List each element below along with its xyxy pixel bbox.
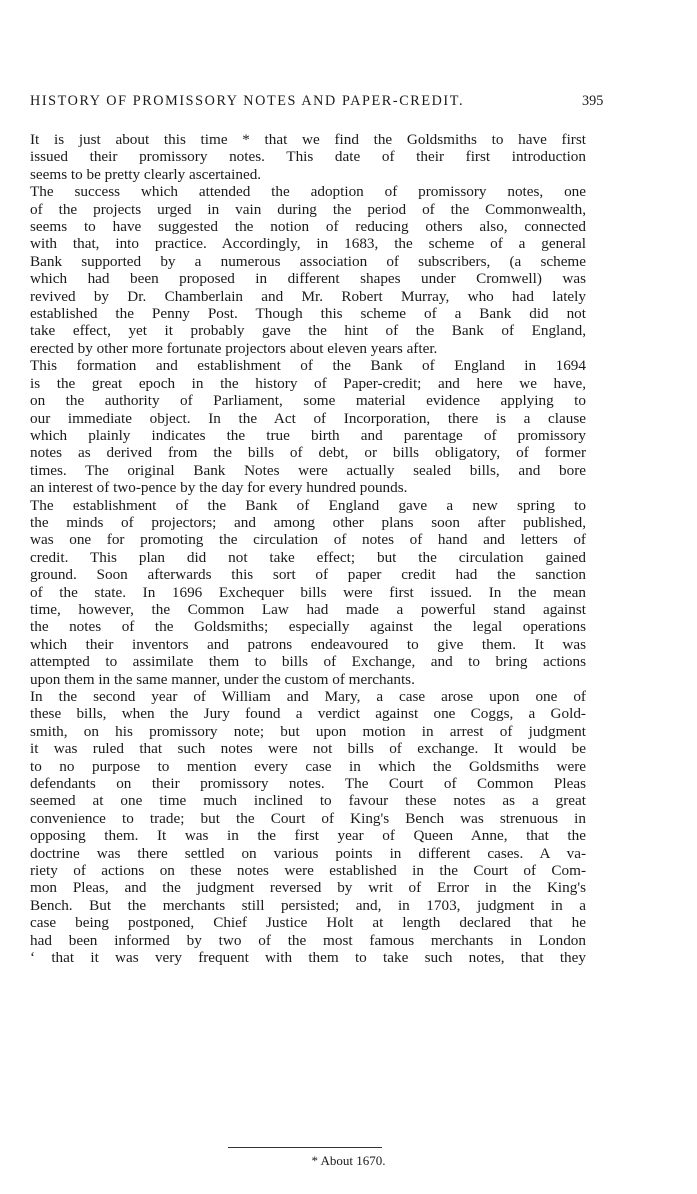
text-line: was one for promoting the circulation of notes of hand and letters of <box>30 531 586 549</box>
text-line: to no purpose to mention every case in which the Goldsmiths were <box>30 757 586 775</box>
text-line: with that, into practice. Accordingly, in 1683, the scheme of a general <box>30 235 586 253</box>
running-header <box>30 93 604 110</box>
text-line: attempted to assimilate them to bills of Exchange, and to bring actions <box>30 653 586 671</box>
text-line: had been informed by two of the most famous merchants in London <box>30 931 586 949</box>
text-line: opposing them. It was in the first year of Queen Anne, that the <box>30 827 586 845</box>
text-line: defendants on their promissory notes. The Court of Common Pleas <box>30 775 586 793</box>
text-line: of the state. In 1696 Exchequer bills were first issued. In the mean <box>30 583 586 601</box>
text-line: these bills, when the Jury found a verdict against one Coggs, a Gold- <box>30 705 586 723</box>
text-line: Bank supported by a numerous association of subscribers, (a scheme <box>30 252 586 270</box>
text-line: mon Pleas, and the judgment reversed by writ of Error in the King's <box>30 879 586 897</box>
text-line: doctrine was there settled on various points in different cases. A va- <box>30 844 586 862</box>
text-line: which plainly indicates the true birth and parentage of promissory <box>30 426 586 444</box>
text-line: times. The original Bank Notes were actually sealed bills, and bore <box>30 461 586 479</box>
text-line: our immediate object. In the Act of Incorporation, there is a clause <box>30 409 586 427</box>
text-line: established the Penny Post. Though this scheme of a Bank did not <box>30 305 586 323</box>
text-line: the minds of projectors; and among other plans soon after published, <box>30 513 586 531</box>
text-line: seemed at one time much inclined to favour these notes as a great <box>30 792 586 810</box>
page-number: 395 <box>582 93 604 109</box>
text-line: The success which attended the adoption of promissory notes, one <box>30 183 586 201</box>
text-line: erected by other more fortunate projectors about eleven years after. <box>30 339 438 357</box>
text-line: It is just about this time * that we find the Goldsmiths to have first <box>30 131 586 148</box>
text-line: convenience to trade; but the Court of King's Bench was strenuous in <box>30 809 586 827</box>
text-line: This formation and establishment of the Bank of England in 1694 <box>30 357 586 375</box>
text-line: take effect, yet it probably gave the hint of the Bank of England, <box>30 322 586 340</box>
text-line: issued their promissory notes. This date of their first introduction <box>30 148 586 166</box>
text-line: revived by Dr. Chamberlain and Mr. Robert Murray, who had lately <box>30 287 586 305</box>
text-line: notes as derived from the bills of debt, or bills obligatory, of former <box>30 444 586 462</box>
text-line: credit. This plan did not take effect; but the circulation gained <box>30 548 586 566</box>
text-line: ‘ that it was very frequent with them to take such notes, that they <box>30 949 586 967</box>
text-line: of the projects urged in vain during the period of the Commonwealth, <box>30 200 586 218</box>
text-line: on the authority of Parliament, some material evidence applying to <box>30 392 586 410</box>
text-line: case being postponed, Chief Justice Holt at length declared that he <box>30 914 586 932</box>
text-line: ground. Soon afterwards this sort of paper credit had the sanction <box>30 566 586 584</box>
footnote-rule <box>228 1147 382 1148</box>
text-line: time, however, the Common Law had made a powerful stand against <box>30 600 586 618</box>
text-line: seems to have suggested the notion of reducing others also, connected <box>30 218 586 236</box>
text-line: the notes of the Goldsmiths; especially against the legal operations <box>30 618 586 636</box>
text-line: smith, on his promissory note; but upon motion in arrest of judgment <box>30 722 586 740</box>
text-line: Bench. But the merchants still persisted; and, in 1703, judgment in a <box>30 896 586 914</box>
text-line: an interest of two-pence by the day for every hundred pounds. <box>30 479 408 497</box>
text-line: which had been proposed in different shapes under Cromwell) was <box>30 270 586 288</box>
footnote: * About 1670. <box>311 1153 386 1168</box>
text-line: upon them in the same manner, under the custom of merchants. <box>30 670 415 688</box>
text-line: which their inventors and patrons endeavoured to give them. It was <box>30 635 586 653</box>
text-line: In the second year of William and Mary, a case arose upon one of <box>30 688 586 705</box>
text-line: riety of actions on these notes were established in the Court of Com- <box>30 862 586 880</box>
text-line: The establishment of the Bank of England gave a new spring to <box>30 496 586 514</box>
text-line: seems to be pretty clearly ascertained. <box>30 165 262 183</box>
running-title: HISTORY OF PROMISSORY NOTES AND PAPER-CREDIT. <box>30 93 465 109</box>
text-line: is the great epoch in the history of Paper-credit; and here we have, <box>30 374 586 392</box>
body-text <box>30 131 586 967</box>
text-line: it was ruled that such notes were not bills of exchange. It would be <box>30 740 586 758</box>
